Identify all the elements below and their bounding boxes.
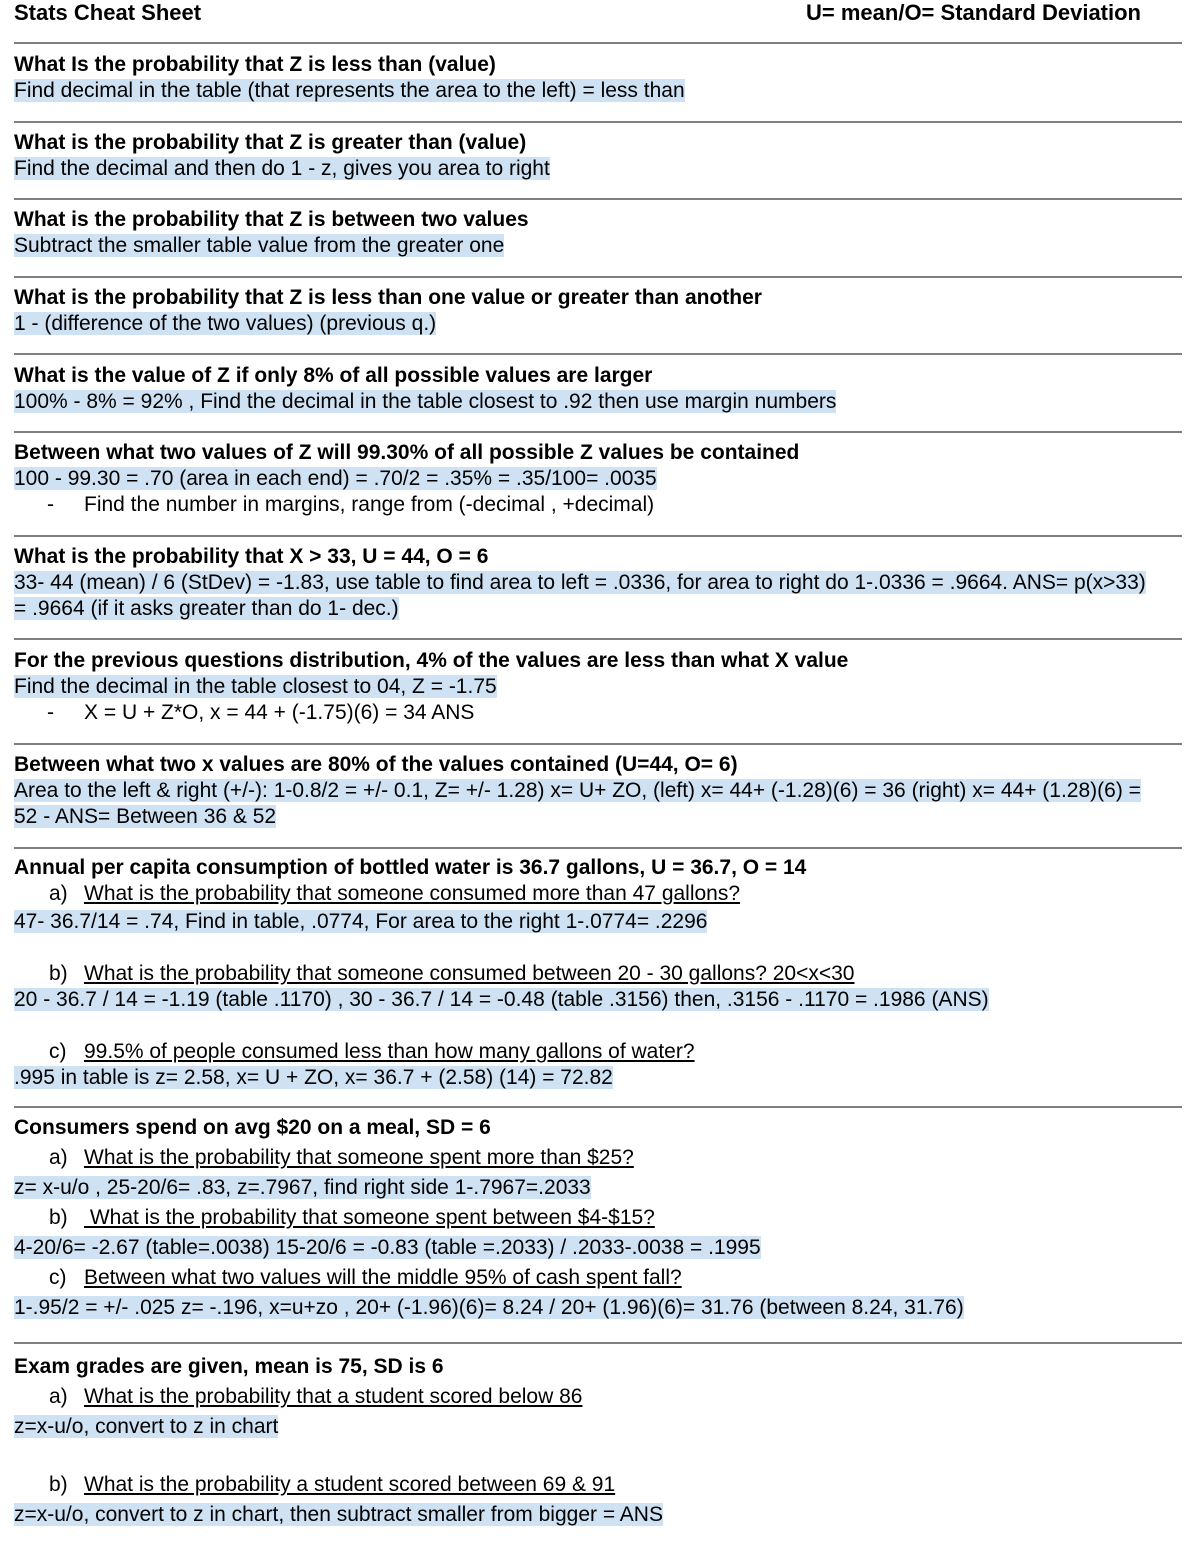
bullet-item: - Find the number in margins, range from (-decimal , +decimal) — [47, 493, 655, 516]
section-meal-spending — [14, 1115, 1182, 1321]
section-divider — [14, 121, 1182, 123]
question-title: What is the probability that Z is less than one value or greater than another — [14, 286, 762, 309]
highlighted-answer: Subtract the smaller table value from the greater one — [14, 234, 505, 257]
section-divider — [14, 276, 1182, 278]
section-divider — [14, 353, 1182, 355]
section-80-percent — [14, 752, 1182, 830]
sub-question-b: b) What is the probability that someone spent between $4-$15? — [49, 1206, 655, 1229]
sub-question-text: 99.5% of people consumed less than how many gallons of water? — [84, 1040, 695, 1063]
sub-question-a: a) What is the probability that someone consumed more than 47 gallons? — [49, 882, 741, 905]
highlighted-answer: 1 - (difference of the two values) (previous q.) — [14, 312, 437, 335]
question-title: What Is the probability that Z is less than (value) — [14, 53, 496, 76]
section-divider — [14, 743, 1182, 745]
sub-question-text: What is the probability that someone consumed between 20 - 30 gallons? 20<x<30 — [84, 962, 855, 985]
highlighted-answer: 100% - 8% = 92% , Find the decimal in the table closest to .92 then use margin numbers — [14, 390, 837, 413]
sub-question-a: a) What is the probability that someone spent more than $25? — [49, 1146, 634, 1169]
section-bottled-water — [14, 855, 1182, 1091]
section-exam-grades — [14, 1354, 1182, 1528]
question-title: Consumers spend on avg $20 on a meal, SD = 6 — [14, 1116, 491, 1139]
page-title: Stats Cheat Sheet — [14, 0, 202, 25]
section-divider — [14, 42, 1182, 44]
question-title: For the previous questions distribution, 4% of the values are less than what X value — [14, 649, 849, 672]
sub-question-text: What is the probability that someone spent between $4-$15? — [84, 1206, 655, 1229]
sub-question-text: What is the probability that someone spent more than $25? — [84, 1146, 634, 1169]
section-four-percent — [14, 648, 1182, 726]
sub-question-a: a) What is the probability that a student scored below 86 — [49, 1385, 583, 1408]
sub-question-text: What is the probability a student scored between 69 & 91 — [84, 1473, 616, 1496]
section-z-99-percent — [14, 440, 1182, 518]
question-title: What is the probability that Z is between two values — [14, 208, 529, 231]
highlighted-answer: 47- 36.7/14 = .74, Find in table, .0774, For area to the right 1-.0774= .2296 — [14, 910, 708, 933]
section-divider — [14, 535, 1182, 537]
section-divider — [14, 1342, 1182, 1344]
section-greater-than — [14, 130, 1182, 182]
section-less-or-greater — [14, 285, 1182, 337]
section-x-greater-33 — [14, 544, 1182, 622]
sub-question-c: c) 99.5% of people consumed less than how many gallons of water? — [49, 1040, 695, 1063]
highlighted-answer: .995 in table is z= 2.58, x= U + ZO, x= 36.7 + (2.58) (14) = 72.82 — [14, 1066, 613, 1089]
highlighted-answer: z= x-u/o , 25-20/6= .83, z=.7967, find right side 1-.7967=.2033 — [14, 1176, 591, 1199]
section-z-value-8-percent — [14, 363, 1182, 415]
section-divider — [14, 847, 1182, 849]
section-divider — [14, 638, 1182, 640]
highlighted-answer: 33- 44 (mean) / 6 (StDev) = -1.83, use table to find area to left = .0336, for area to right do 1-.0336 = .9664. ANS= p(x>33) = .9664 (if it asks greater than do 1- dec.) — [14, 571, 1146, 620]
question-title: Exam grades are given, mean is 75, SD is 6 — [14, 1355, 444, 1378]
section-divider — [14, 198, 1182, 200]
question-title: What is the value of Z if only 8% of all possible values are larger — [14, 364, 653, 387]
bullet-item: - X = U + Z*O, x = 44 + (-1.75)(6) = 34 ANS — [47, 701, 475, 724]
question-title: What is the probability that X > 33, U = 44, O = 6 — [14, 545, 489, 568]
question-title: Between what two values of Z will 99.30% of all possible Z values be contained — [14, 441, 800, 464]
section-less-than — [14, 52, 1182, 104]
bullet-text: Find the number in margins, range from (-decimal , +decimal) — [84, 493, 655, 516]
page-header — [14, 0, 1186, 28]
highlighted-answer: 4-20/6= -2.67 (table=.0038) 15-20/6 = -0.83 (table =.2033) / .2033-.0038 = .1995 — [14, 1236, 761, 1259]
highlighted-answer: z=x-u/o, convert to z in chart, then subtract smaller from bigger = ANS — [14, 1503, 663, 1526]
sub-question-b: b) What is the probability that someone consumed between 20 - 30 gallons? 20<x<30 — [49, 962, 855, 985]
section-divider — [14, 431, 1182, 433]
section-between — [14, 207, 1182, 259]
question-title: Between what two x values are 80% of the values contained (U=44, O= 6) — [14, 753, 738, 776]
sub-question-b: b) What is the probability a student scored between 69 & 91 — [49, 1473, 616, 1496]
highlighted-answer: Area to the left & right (+/-): 1-0.8/2 = +/- 0.1, Z= +/- 1.28) x= U+ ZO, (left) x= 44+ (-1.28)(6) = 36 (right) x= 44+ (1.28)(6) = 52 - ANS= Between 36 & 52 — [14, 779, 1141, 828]
highlighted-answer: Find the decimal and then do 1 - z, gives you area to right — [14, 157, 550, 180]
highlighted-answer: 1-.95/2 = +/- .025 z= -.196, x=u+zo , 20+ (-1.96)(6)= 8.24 / 20+ (1.96)(6)= 31.76 (between 8.24, 31.76) — [14, 1296, 964, 1319]
bullet-text: X = U + Z*O, x = 44 + (-1.75)(6) = 34 ANS — [84, 701, 475, 724]
highlighted-answer: 20 - 36.7 / 14 = -1.19 (table .1170) , 30 - 36.7 / 14 = -0.48 (table .3156) then, .3156 - .1170 = .1986 (ANS) — [14, 988, 989, 1011]
highlighted-answer: z=x-u/o, convert to z in chart — [14, 1415, 279, 1438]
question-title: What is the probability that Z is greater than (value) — [14, 131, 527, 154]
sub-question-text: What is the probability that someone consumed more than 47 gallons? — [84, 882, 741, 905]
sub-question-text: What is the probability that a student scored below 86 — [84, 1385, 583, 1408]
highlighted-answer: Find decimal in the table (that represents the area to the left) = less than — [14, 79, 685, 102]
question-title: Annual per capita consumption of bottled water is 36.7 gallons, U = 36.7, O = 14 — [14, 856, 807, 879]
sub-question-text: Between what two values will the middle 95% of cash spent fall? — [84, 1266, 682, 1289]
highlighted-answer: Find the decimal in the table closest to 04, Z = -1.75 — [14, 675, 497, 698]
notation-legend: U= mean/O= Standard Deviation — [806, 0, 1141, 25]
highlighted-answer: 100 - 99.30 = .70 (area in each end) = .70/2 = .35% = .35/100= .0035 — [14, 467, 657, 490]
sub-question-c: c) Between what two values will the middle 95% of cash spent fall? — [49, 1266, 682, 1289]
section-divider — [14, 1106, 1182, 1108]
